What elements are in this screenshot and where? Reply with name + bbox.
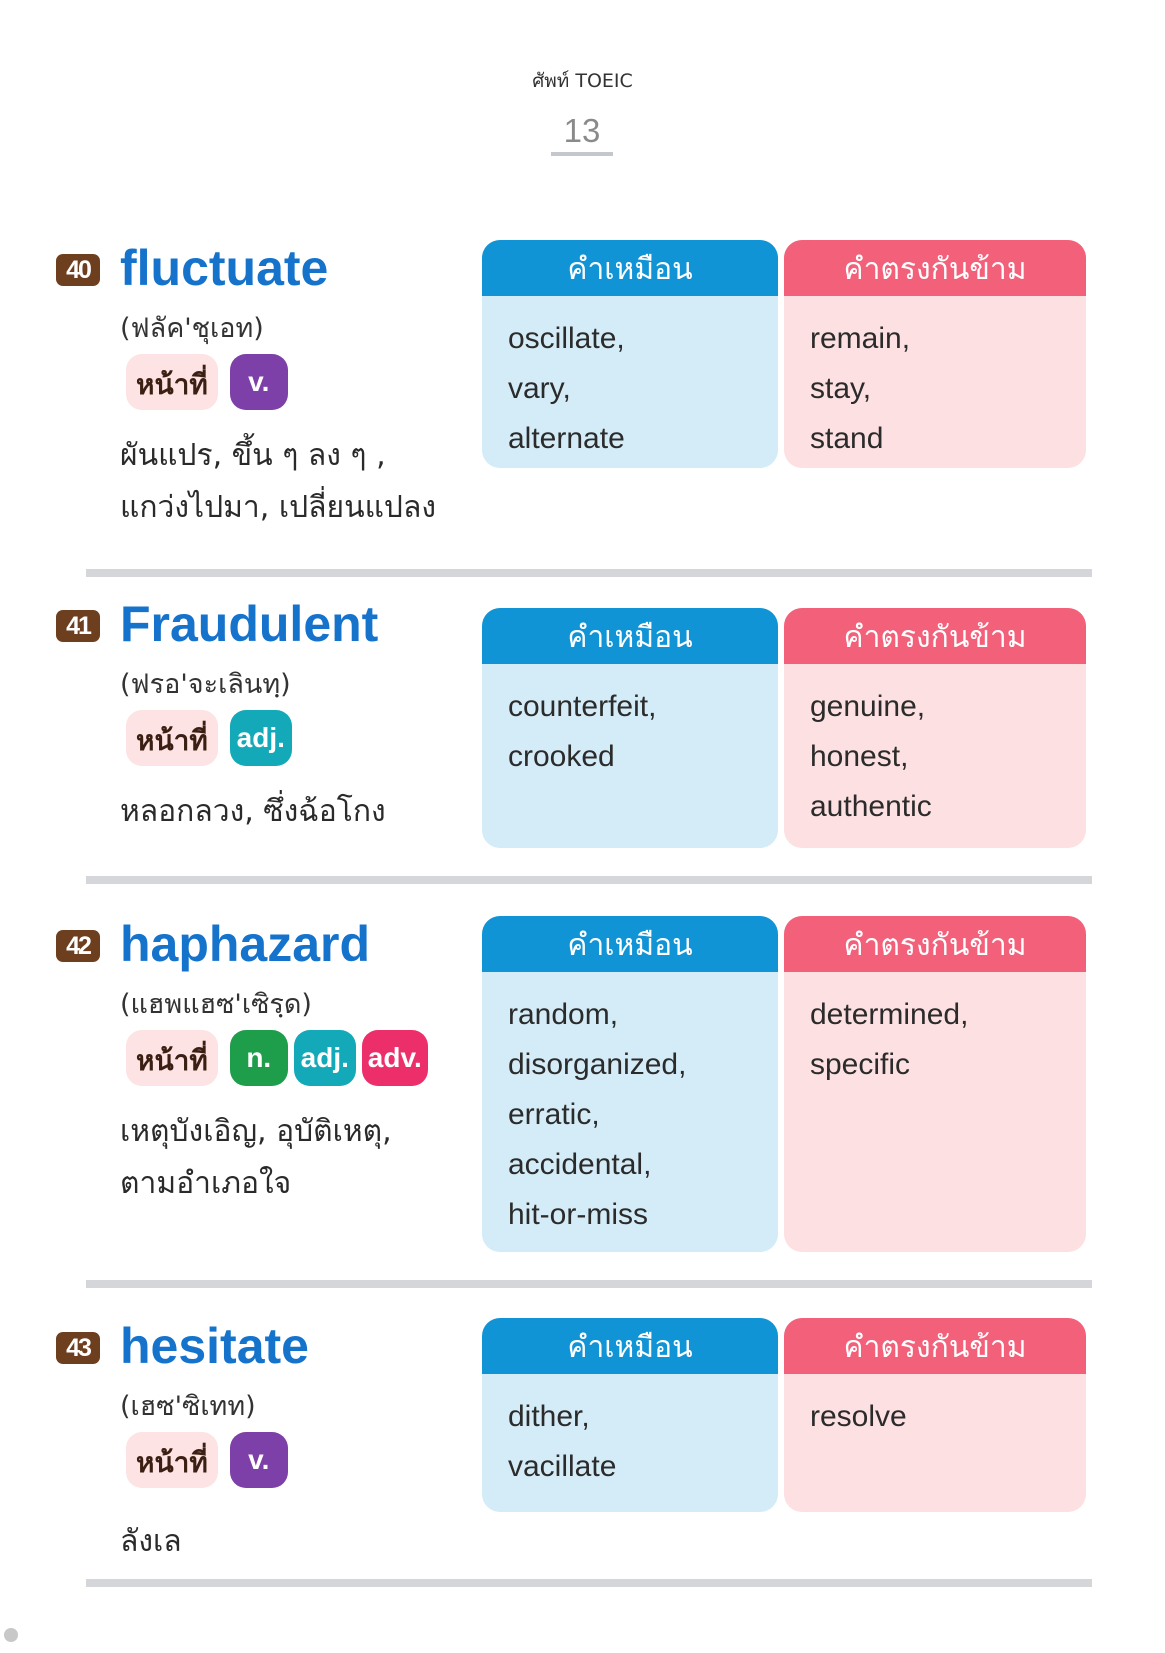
entry-number-badge: 40 [56,254,100,286]
entry-number-badge: 41 [56,610,100,642]
part-of-speech-row [126,1030,428,1086]
meaning-line: ตามอำเภอใจ [120,1166,292,1201]
book-title: ศัพท์ TOEIC [532,70,633,92]
antonyms-header: คำตรงกันข้าม [784,1318,1086,1374]
synonym-item: dither, [508,1400,590,1433]
antonym-item: specific [810,1048,911,1081]
entry-divider [86,876,1092,884]
antonym-item: genuine, [810,690,926,723]
synonym-item: random, [508,998,619,1031]
synonym-item: vary, [508,372,571,405]
thai-meaning [120,1516,182,1568]
entry-divider [86,569,1092,577]
function-label: หน้าที่ [126,354,218,410]
pronunciation: (ฟรอ'จะเลินทฺ) [120,669,291,700]
headword: haphazard [120,916,371,972]
pronunciation: (แฮพแฮซ'เซิรฺด) [120,989,312,1020]
synonym-item: counterfeit, [508,690,657,723]
thai-meaning [120,786,386,838]
pos-noun-chip: n. [230,1030,288,1086]
synonym-item: oscillate, [508,322,625,355]
antonym-item: remain, [810,322,911,355]
part-of-speech-row [126,710,292,766]
thai-meaning [120,430,436,534]
meaning-line: หลอกลวง, ซึ่งฉ้อโกง [120,794,386,829]
antonym-item: determined, [810,998,969,1031]
antonyms-box [784,1318,1086,1512]
antonyms-box [784,240,1086,468]
entry-number-badge: 43 [56,1332,100,1364]
meaning-line: แกว่งไปมา, เปลี่ยนแปลง [120,490,436,525]
pos-adjective-chip: adj. [230,710,292,766]
page-number: 13 [551,112,613,156]
meaning-line: เหตุบังเอิญ, อุบัติเหตุ, [120,1114,392,1149]
part-of-speech-row [126,1432,288,1488]
synonyms-header: คำเหมือน [482,240,778,296]
antonym-item: resolve [810,1400,907,1433]
headword: hesitate [120,1318,309,1374]
synonyms-box [482,1318,778,1512]
thai-meaning [120,1106,392,1210]
synonyms-header: คำเหมือน [482,608,778,664]
headword: fluctuate [120,240,329,296]
pos-adjective-chip: adj. [294,1030,356,1086]
entry-number-badge: 42 [56,930,100,962]
synonym-item: vacillate [508,1450,617,1483]
entry-divider [86,1579,1092,1587]
pronunciation: (เฮซ'ซิเทท) [120,1391,256,1422]
pronunciation: (ฟลัค'ชุเอท) [120,313,264,344]
pos-verb-chip: v. [230,1432,288,1488]
meaning-line: ผันแปร, ขึ้น ๆ ลง ๆ , [120,438,386,473]
synonyms-header: คำเหมือน [482,916,778,972]
synonyms-box [482,608,778,848]
antonyms-header: คำตรงกันข้าม [784,916,1086,972]
antonyms-header: คำตรงกันข้าม [784,240,1086,296]
antonyms-box [784,608,1086,848]
antonym-item: honest, [810,740,909,773]
headword: Fraudulent [120,596,379,652]
meaning-line: ลังเล [120,1524,182,1559]
antonyms-box [784,916,1086,1252]
part-of-speech-row [126,354,288,410]
synonym-item: hit-or-miss [508,1198,648,1231]
synonym-item: disorganized, [508,1048,687,1081]
synonym-item: erratic, [508,1098,600,1131]
synonyms-box [482,916,778,1252]
antonyms-header: คำตรงกันข้าม [784,608,1086,664]
synonym-item: alternate [508,422,625,455]
function-label: หน้าที่ [126,1030,218,1086]
antonym-item: authentic [810,790,932,823]
synonyms-box [482,240,778,468]
synonym-item: crooked [508,740,615,773]
pos-verb-chip: v. [230,354,288,410]
function-label: หน้าที่ [126,710,218,766]
entry-divider [86,1280,1092,1288]
synonym-item: accidental, [508,1148,652,1181]
function-label: หน้าที่ [126,1432,218,1488]
synonyms-header: คำเหมือน [482,1318,778,1374]
antonym-item: stay, [810,372,872,405]
page-corner-dot [4,1628,18,1642]
pos-adverb-chip: adv. [362,1030,428,1086]
antonym-item: stand [810,422,884,455]
